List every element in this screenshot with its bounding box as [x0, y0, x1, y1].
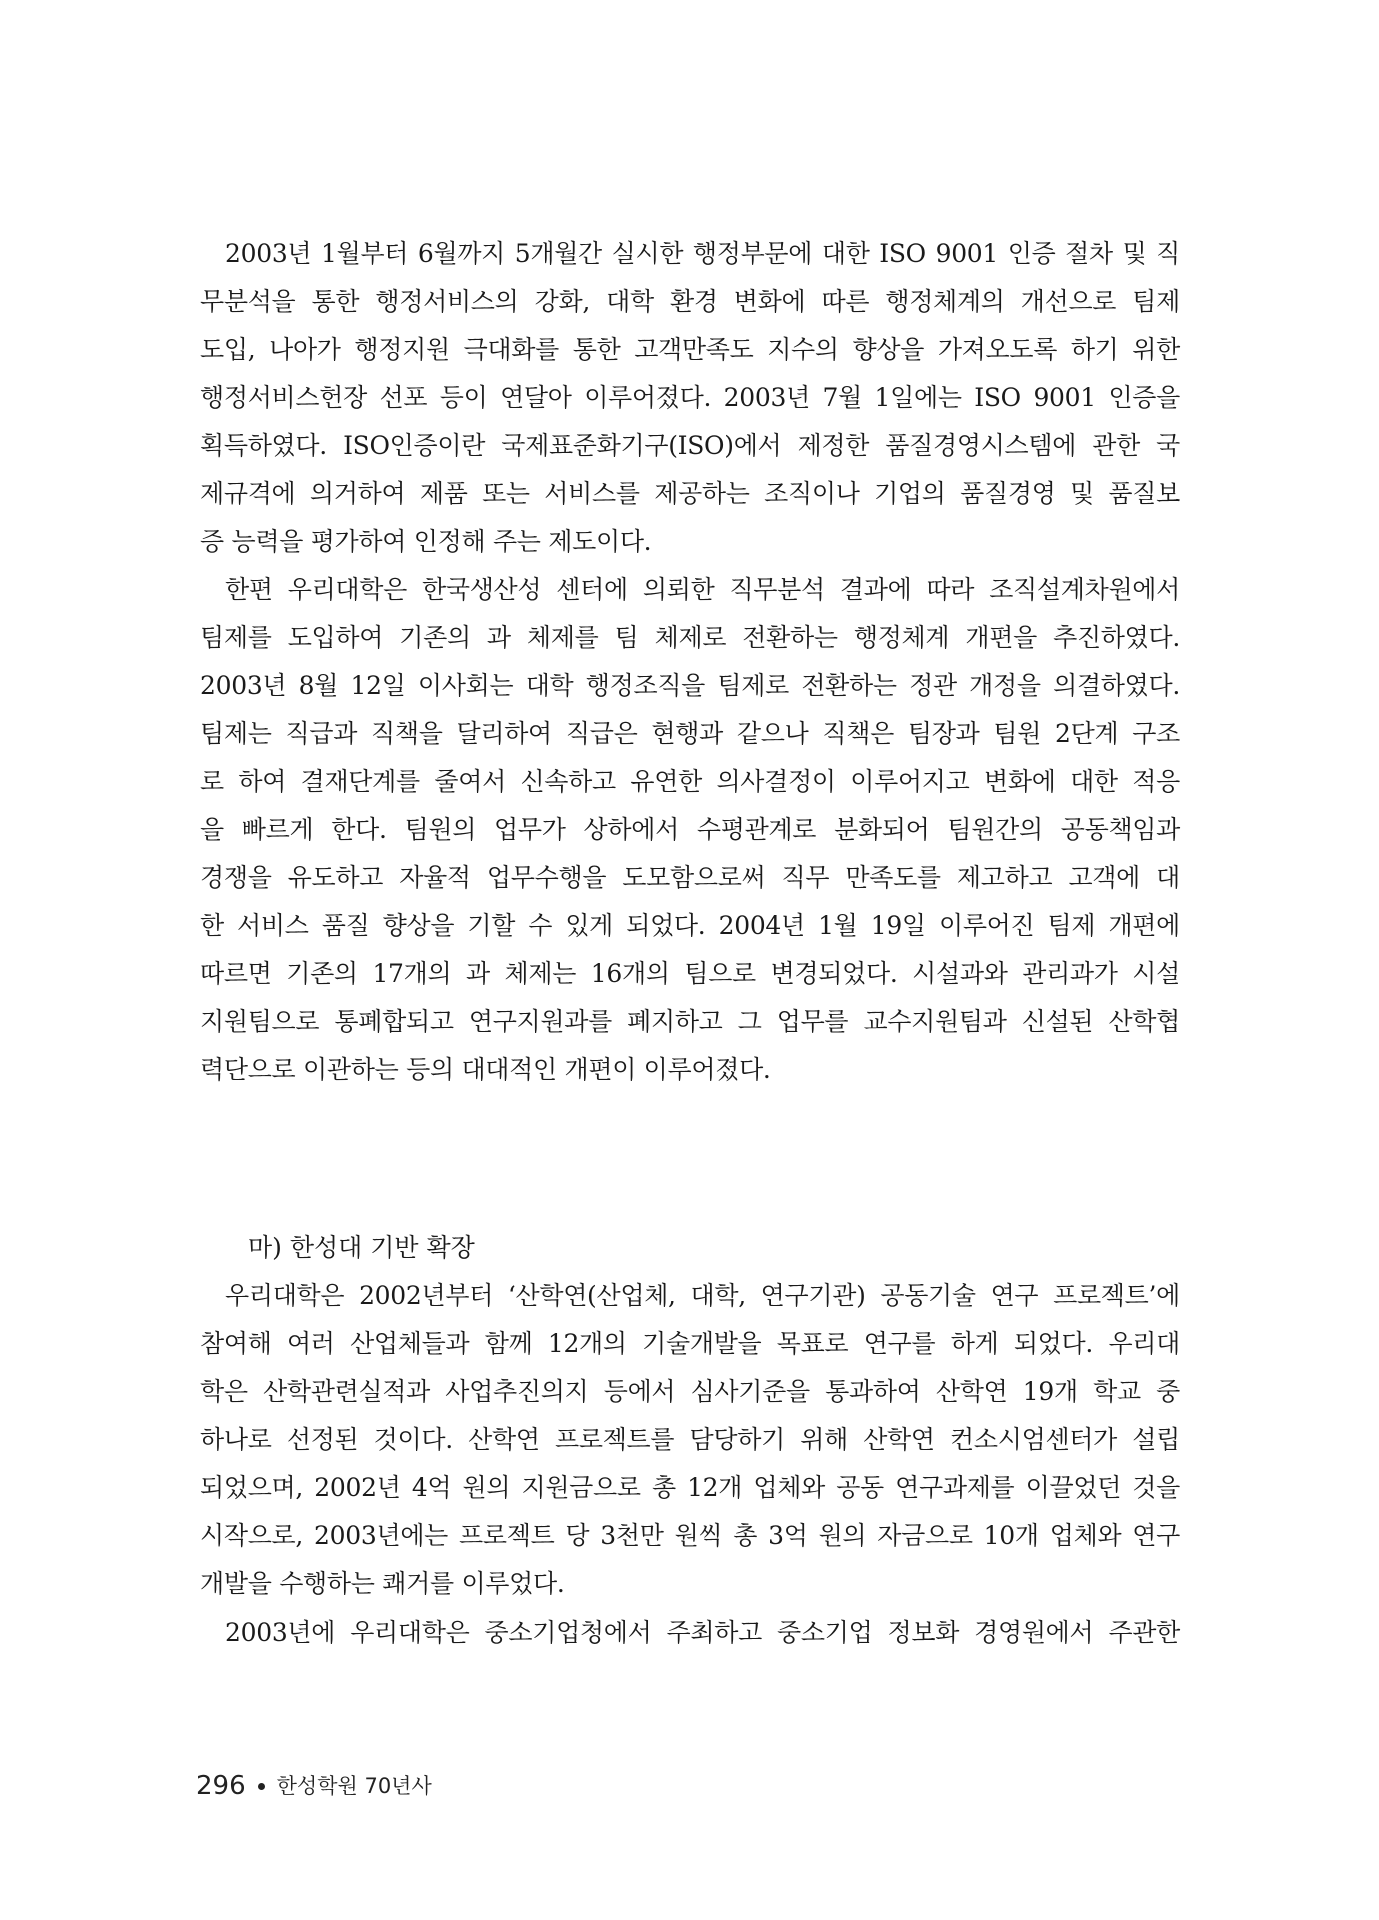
text-line: 지원팀으로 통폐합되고 연구지원과를 폐지하고 그 업무를 교수지원팀과 신설된 산학협 — [200, 1007, 1180, 1036]
text-line: 획득하였다. ISO인증이란 국제표준화기구(ISO)에서 제정한 품질경영시스템에 관한 국 — [200, 431, 1180, 460]
text-line: 2003년 8월 12일 이사회는 대학 행정조직을 팀제로 전환하는 정관 개정을 의결하였다. — [200, 671, 1180, 700]
paragraph-team-system — [200, 566, 1180, 1094]
text-line: 2003년에 우리대학은 중소기업청에서 주최하고 중소기업 정보화 경영원에서 주관한 — [225, 1618, 1180, 1647]
book-title: 한성학원 70년사 — [276, 1774, 432, 1798]
text-line: 력단으로 이관하는 등의 대대적인 개편이 이루어졌다. — [200, 1055, 771, 1084]
text-line: 한편 우리대학은 한국생산성 센터에 의뢰한 직무분석 결과에 따라 조직설계차원에서 — [225, 575, 1180, 604]
bullet-icon — [258, 1783, 265, 1790]
paragraph-sme-award — [200, 1609, 1180, 1657]
text-line: 되었으며, 2002년 4억 원의 지원금으로 총 12개 업체와 공동 연구과제를 이끌었던 것을 — [200, 1473, 1180, 1502]
page-footer — [196, 1766, 432, 1806]
text-line: 2003년 1월부터 6월까지 5개월간 실시한 행정부문에 대한 ISO 9001 인증 절차 및 직 — [225, 239, 1180, 268]
paragraph-iso-certification — [200, 230, 1180, 566]
text-line: 개발을 수행하는 쾌거를 이루었다. — [200, 1569, 565, 1598]
text-line: 증 능력을 평가하여 인정해 주는 제도이다. — [200, 527, 652, 556]
paragraph-industry-collaboration — [200, 1272, 1180, 1608]
text-line: 도입, 나아가 행정지원 극대화를 통한 고객만족도 지수의 향상을 가져오도록 하기 위한 — [200, 335, 1180, 364]
text-line: 참여해 여러 산업체들과 함께 12개의 기술개발을 목표로 연구를 하게 되었다. 우리대 — [200, 1329, 1180, 1358]
text-line: 따르면 기존의 17개의 과 체제는 16개의 팀으로 변경되었다. 시설과와 관리과가 시설 — [200, 959, 1180, 988]
text-line: 하나로 선정된 것이다. 산학연 프로젝트를 담당하기 위해 산학연 컨소시엄센터가 설립 — [200, 1425, 1180, 1454]
text-line: 로 하여 결재단계를 줄여서 신속하고 유연한 의사결정이 이루어지고 변화에 대한 적응 — [200, 767, 1180, 796]
page-number: 296 — [196, 1771, 246, 1801]
text-line: 제규격에 의거하여 제품 또는 서비스를 제공하는 조직이나 기업의 품질경영 및 품질보 — [200, 479, 1180, 508]
text-line: 한 서비스 품질 향상을 기할 수 있게 되었다. 2004년 1월 19일 이루어진 팀제 개편에 — [200, 911, 1180, 940]
text-line: 팀제는 직급과 직책을 달리하여 직급은 현행과 같으나 직책은 팀장과 팀원 2단계 구조 — [200, 719, 1180, 748]
text-line: 학은 산학관련실적과 사업추진의지 등에서 심사기준을 통과하여 산학연 19개 학교 중 — [200, 1377, 1180, 1406]
text-line: 무분석을 통한 행정서비스의 강화, 대학 환경 변화에 따른 행정체계의 개선으로 팀제 — [200, 287, 1180, 316]
text-line: 을 빠르게 한다. 팀원의 업무가 상하에서 수평관계로 분화되어 팀원간의 공동책임과 — [200, 815, 1180, 844]
text-line: 시작으로, 2003년에는 프로젝트 당 3천만 원씩 총 3억 원의 자금으로 10개 업체와 연구 — [200, 1521, 1180, 1550]
text-line: 팀제를 도입하여 기존의 과 체제를 팀 체제로 전환하는 행정체계 개편을 추진하였다. — [200, 623, 1180, 652]
text-line: 행정서비스헌장 선포 등이 연달아 이루어졌다. 2003년 7월 1일에는 ISO 9001 인증을 — [200, 383, 1180, 412]
text-line: 우리대학은 2002년부터 ‘산학연(산업체, 대학, 연구기관) 공동기술 연구 프로젝트’에 — [225, 1281, 1180, 1310]
text-line: 경쟁을 유도하고 자율적 업무수행을 도모함으로써 직무 만족도를 제고하고 고객에 대 — [200, 863, 1180, 892]
section-heading: 마) 한성대 기반 확장 — [248, 1233, 475, 1262]
